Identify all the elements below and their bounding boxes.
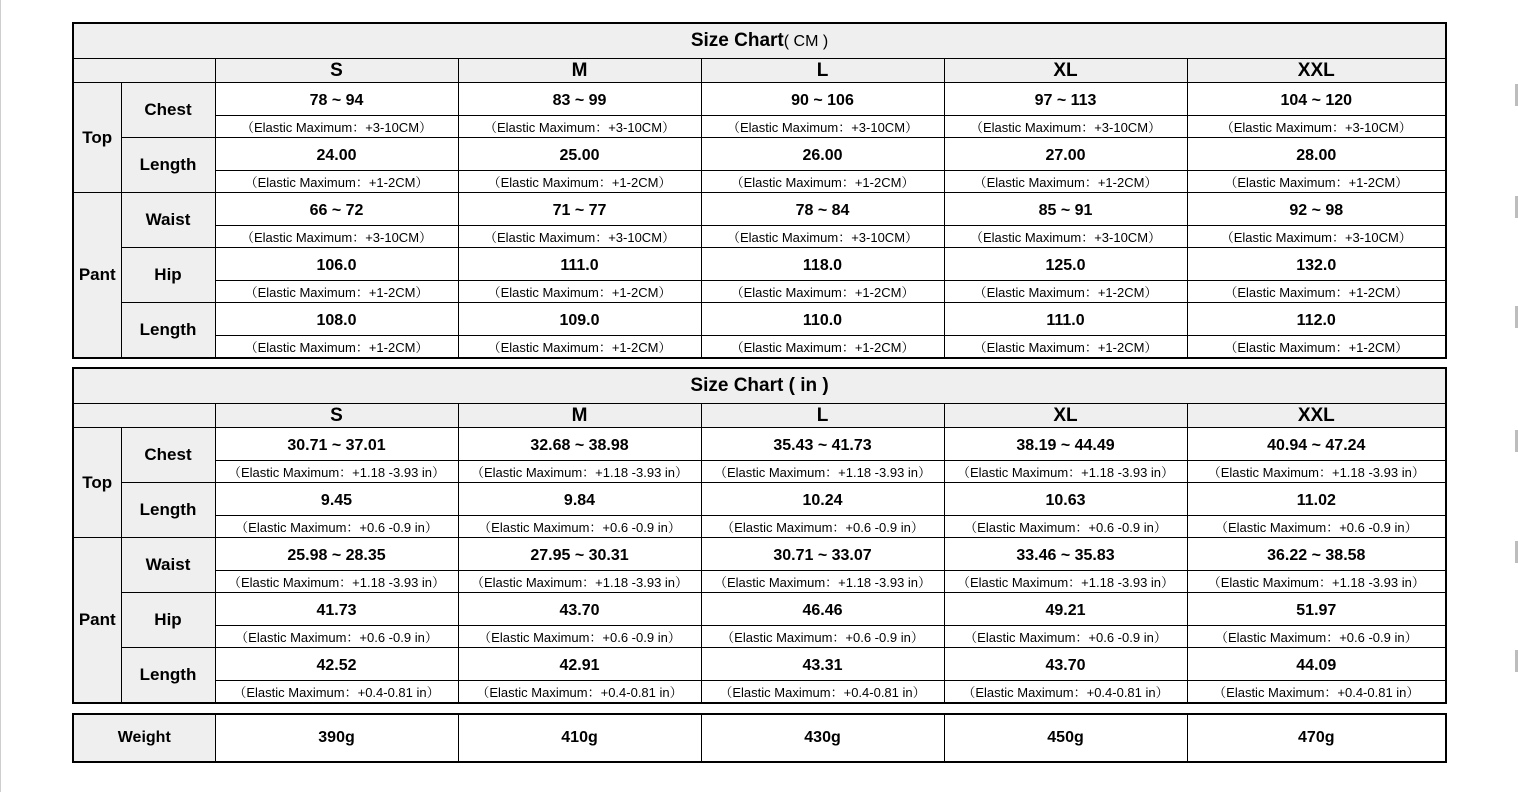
value-cell: 83 ~ 99 — [458, 83, 701, 116]
weight-value: 390g — [215, 714, 458, 762]
value-cell: 25.00 — [458, 138, 701, 171]
category-label: Pant — [73, 193, 121, 359]
value-cell: 108.0 — [215, 303, 458, 336]
elastic-note: （Elastic Maximum：+0.4-0.81 in） — [458, 681, 701, 704]
elastic-note: （Elastic Maximum：+1.18 -3.93 in） — [458, 571, 701, 593]
size-header: XL — [944, 404, 1187, 428]
elastic-note: （Elastic Maximum：+1.18 -3.93 in） — [701, 571, 944, 593]
measure-label: Length — [121, 303, 215, 359]
elastic-note: （Elastic Maximum：+1.18 -3.93 in） — [458, 461, 701, 483]
value-cell: 9.84 — [458, 483, 701, 516]
value-cell: 44.09 — [1187, 648, 1446, 681]
measure-label: Chest — [121, 428, 215, 483]
category-label: Top — [73, 428, 121, 538]
value-cell: 78 ~ 94 — [215, 83, 458, 116]
value-cell: 27.00 — [944, 138, 1187, 171]
value-cell: 66 ~ 72 — [215, 193, 458, 226]
elastic-note: （Elastic Maximum：+1-2CM） — [944, 281, 1187, 303]
value-cell: 43.31 — [701, 648, 944, 681]
size-header: L — [701, 59, 944, 83]
elastic-note: （Elastic Maximum：+1-2CM） — [215, 171, 458, 193]
left-edge-line — [0, 0, 1, 792]
value-cell: 112.0 — [1187, 303, 1446, 336]
value-cell: 132.0 — [1187, 248, 1446, 281]
elastic-note: （Elastic Maximum：+1-2CM） — [944, 336, 1187, 359]
value-cell: 49.21 — [944, 593, 1187, 626]
value-cell: 118.0 — [701, 248, 944, 281]
elastic-note: （Elastic Maximum：+1-2CM） — [701, 281, 944, 303]
value-cell: 90 ~ 106 — [701, 83, 944, 116]
measure-label: Waist — [121, 193, 215, 248]
category-label: Pant — [73, 538, 121, 704]
value-cell: 111.0 — [458, 248, 701, 281]
value-cell: 85 ~ 91 — [944, 193, 1187, 226]
value-cell: 78 ~ 84 — [701, 193, 944, 226]
value-cell: 10.63 — [944, 483, 1187, 516]
elastic-note: （Elastic Maximum：+0.6 -0.9 in） — [215, 626, 458, 648]
elastic-note: （Elastic Maximum：+3-10CM） — [701, 226, 944, 248]
elastic-note: （Elastic Maximum：+3-10CM） — [458, 116, 701, 138]
elastic-note: （Elastic Maximum：+0.6 -0.9 in） — [944, 516, 1187, 538]
size-header: XL — [944, 59, 1187, 83]
value-cell: 111.0 — [944, 303, 1187, 336]
size-chart-in-table — [72, 367, 1447, 704]
measure-label: Length — [121, 138, 215, 193]
value-cell: 42.91 — [458, 648, 701, 681]
weight-value: 410g — [458, 714, 701, 762]
value-cell: 104 ~ 120 — [1187, 83, 1446, 116]
size-header: XXL — [1187, 404, 1446, 428]
elastic-note: （Elastic Maximum：+1.18 -3.93 in） — [701, 461, 944, 483]
value-cell: 43.70 — [944, 648, 1187, 681]
weight-value: 450g — [944, 714, 1187, 762]
weight-table — [72, 713, 1447, 763]
measure-label: Hip — [121, 593, 215, 648]
value-cell: 38.19 ~ 44.49 — [944, 428, 1187, 461]
size-header: XXL — [1187, 59, 1446, 83]
value-cell: 35.43 ~ 41.73 — [701, 428, 944, 461]
elastic-note: （Elastic Maximum：+1.18 -3.93 in） — [1187, 571, 1446, 593]
elastic-note: （Elastic Maximum：+1.18 -3.93 in） — [944, 571, 1187, 593]
cm-chart-unit: ( CM ) — [783, 33, 829, 50]
elastic-note: （Elastic Maximum：+1-2CM） — [215, 281, 458, 303]
value-cell: 27.95 ~ 30.31 — [458, 538, 701, 571]
measure-label: Length — [121, 648, 215, 704]
value-cell: 106.0 — [215, 248, 458, 281]
elastic-note: （Elastic Maximum：+0.6 -0.9 in） — [701, 516, 944, 538]
elastic-note: （Elastic Maximum：+3-10CM） — [1187, 226, 1446, 248]
elastic-note: （Elastic Maximum：+3-10CM） — [944, 226, 1187, 248]
elastic-note: （Elastic Maximum：+3-10CM） — [944, 116, 1187, 138]
elastic-note: （Elastic Maximum：+1-2CM） — [458, 336, 701, 359]
value-cell: 33.46 ~ 35.83 — [944, 538, 1187, 571]
value-cell: 24.00 — [215, 138, 458, 171]
elastic-note: （Elastic Maximum：+0.4-0.81 in） — [215, 681, 458, 704]
value-cell: 9.45 — [215, 483, 458, 516]
value-cell: 125.0 — [944, 248, 1187, 281]
value-cell: 28.00 — [1187, 138, 1446, 171]
elastic-note: （Elastic Maximum：+0.6 -0.9 in） — [458, 626, 701, 648]
elastic-note: （Elastic Maximum：+0.6 -0.9 in） — [458, 516, 701, 538]
elastic-note: （Elastic Maximum：+0.4-0.81 in） — [701, 681, 944, 704]
header-blank — [73, 59, 215, 83]
value-cell: 11.02 — [1187, 483, 1446, 516]
value-cell: 41.73 — [215, 593, 458, 626]
elastic-note: （Elastic Maximum：+0.6 -0.9 in） — [215, 516, 458, 538]
value-cell: 10.24 — [701, 483, 944, 516]
elastic-note: （Elastic Maximum：+3-10CM） — [215, 226, 458, 248]
value-cell: 97 ~ 113 — [944, 83, 1187, 116]
header-blank — [73, 404, 215, 428]
size-header: M — [458, 404, 701, 428]
value-cell: 26.00 — [701, 138, 944, 171]
elastic-note: （Elastic Maximum：+1-2CM） — [1187, 336, 1446, 359]
elastic-note: （Elastic Maximum：+1-2CM） — [458, 171, 701, 193]
value-cell: 43.70 — [458, 593, 701, 626]
elastic-note: （Elastic Maximum：+0.4-0.81 in） — [944, 681, 1187, 704]
cm-chart-title — [73, 23, 1446, 59]
category-label: Top — [73, 83, 121, 193]
measure-label: Hip — [121, 248, 215, 303]
value-cell: 109.0 — [458, 303, 701, 336]
value-cell: 30.71 ~ 33.07 — [701, 538, 944, 571]
elastic-note: （Elastic Maximum：+1-2CM） — [458, 281, 701, 303]
value-cell: 42.52 — [215, 648, 458, 681]
elastic-note: （Elastic Maximum：+1-2CM） — [944, 171, 1187, 193]
weight-label: Weight — [73, 714, 215, 762]
elastic-note: （Elastic Maximum：+1-2CM） — [215, 336, 458, 359]
elastic-note: （Elastic Maximum：+0.6 -0.9 in） — [1187, 626, 1446, 648]
size-header: S — [215, 59, 458, 83]
measure-label: Chest — [121, 83, 215, 138]
weight-value: 470g — [1187, 714, 1446, 762]
value-cell: 40.94 ~ 47.24 — [1187, 428, 1446, 461]
elastic-note: （Elastic Maximum：+3-10CM） — [215, 116, 458, 138]
elastic-note: （Elastic Maximum：+1-2CM） — [1187, 281, 1446, 303]
measure-label: Waist — [121, 538, 215, 593]
value-cell: 32.68 ~ 38.98 — [458, 428, 701, 461]
elastic-note: （Elastic Maximum：+0.6 -0.9 in） — [701, 626, 944, 648]
measure-label: Length — [121, 483, 215, 538]
value-cell: 46.46 — [701, 593, 944, 626]
size-header: M — [458, 59, 701, 83]
size-header: L — [701, 404, 944, 428]
cm-chart-title-text: Size Chart — [690, 30, 784, 51]
value-cell: 25.98 ~ 28.35 — [215, 538, 458, 571]
elastic-note: （Elastic Maximum：+0.6 -0.9 in） — [944, 626, 1187, 648]
value-cell: 71 ~ 77 — [458, 193, 701, 226]
elastic-note: （Elastic Maximum：+3-10CM） — [701, 116, 944, 138]
value-cell: 110.0 — [701, 303, 944, 336]
elastic-note: （Elastic Maximum：+1-2CM） — [1187, 171, 1446, 193]
elastic-note: （Elastic Maximum：+3-10CM） — [458, 226, 701, 248]
elastic-note: （Elastic Maximum：+1.18 -3.93 in） — [1187, 461, 1446, 483]
elastic-note: （Elastic Maximum：+1.18 -3.93 in） — [215, 461, 458, 483]
value-cell: 51.97 — [1187, 593, 1446, 626]
size-chart-cm-table — [72, 22, 1447, 359]
elastic-note: （Elastic Maximum：+1-2CM） — [701, 171, 944, 193]
value-cell: 30.71 ~ 37.01 — [215, 428, 458, 461]
elastic-note: （Elastic Maximum：+1-2CM） — [701, 336, 944, 359]
elastic-note: （Elastic Maximum：+1.18 -3.93 in） — [215, 571, 458, 593]
value-cell: 36.22 ~ 38.58 — [1187, 538, 1446, 571]
elastic-note: （Elastic Maximum：+0.4-0.81 in） — [1187, 681, 1446, 704]
value-cell: 92 ~ 98 — [1187, 193, 1446, 226]
elastic-note: （Elastic Maximum：+3-10CM） — [1187, 116, 1446, 138]
size-header: S — [215, 404, 458, 428]
elastic-note: （Elastic Maximum：+0.6 -0.9 in） — [1187, 516, 1446, 538]
weight-value: 430g — [701, 714, 944, 762]
in-chart-title: Size Chart ( in ) — [73, 368, 1446, 404]
elastic-note: （Elastic Maximum：+1.18 -3.93 in） — [944, 461, 1187, 483]
